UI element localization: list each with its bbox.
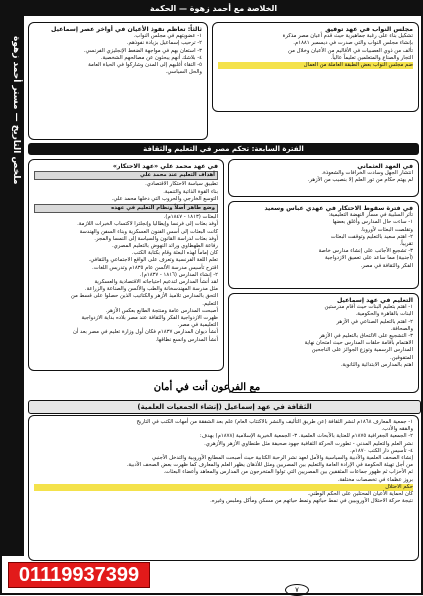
culture-heading-strip: الثقافة في عهد إسماعيل (إنشاء الجمعيات العلمية) bbox=[28, 400, 421, 414]
text-line: ٢- اهتم سعيد بالتعليم وتوقفت البعثات bbox=[330, 233, 413, 240]
text-line: ٢- ترحيب إسماعيل بزيادة نفوذهم. bbox=[126, 40, 202, 47]
box-title: في العهد العثماني bbox=[357, 163, 413, 170]
page-number: ٧ bbox=[285, 584, 309, 596]
text-line: ٢- الجمعية الجغرافية ١٨٧٥م للعناية بالأبحاث العلمية. ٣- الجمعية الخيرية الإسلامية (١٨٧٨م) بهدف: bbox=[199, 433, 413, 440]
text-line: تشكيل بناء على رغبة جماهيرية حيث قدم أعيان مصر مذكرة bbox=[282, 33, 413, 40]
box-education-muhammad-ali bbox=[28, 159, 224, 371]
text-line: كانت البعثات إلى أسس الفنون العسكرية وبناء السفن والهندسة bbox=[79, 228, 218, 235]
side-banner-text: ملخص التاريخ — مستر أحمد زهوة bbox=[11, 36, 21, 185]
text-line: ظهرت الازدواجية الفكر والثقافة عند مصر بلاده بداية الازدواجية bbox=[81, 315, 218, 322]
text-line: ١- ساءت حال المدارس وأغلق بعضها bbox=[332, 219, 413, 226]
text-line: بروز عظماء في تخصصات مختلفة. bbox=[337, 476, 413, 483]
text-line: كان لحماية الأعيان المحتلين على الحكم الوطني. bbox=[307, 491, 413, 498]
text-line: أوفد بعثات إلى فرنسا وإيطاليا وإنجلترا لاكتساب الخبرات اللازمة. bbox=[77, 221, 218, 228]
text-line: والحل السياسي. bbox=[165, 69, 202, 76]
text-line: ٤- بلاشك أنهم يبحثون عن مصالحهم الشخصية. bbox=[100, 54, 202, 61]
text-line: (أجنبية) مما ساعد على تعميق الازدواجية bbox=[324, 255, 413, 262]
text-line: بناء القوة الذاتية والتنمية. bbox=[163, 188, 218, 195]
text-line: تعلم اللغة الفرنسية وتعرف على الواقع الاجتماعي والثقافي. bbox=[88, 257, 218, 264]
text-line: نتيجة حركة الاحتلال الأوروبيين في نمط حياتهم ونمط حياتهم من مسكن ومأكل وملبس وغيره. bbox=[210, 498, 413, 505]
highlighted-line: حكم الاحتلال bbox=[34, 484, 413, 491]
box-title: التعليم في عهد إسماعيل bbox=[337, 297, 413, 304]
text-line: لقد أنشأ المدارس لتدعيم احتياجاته الاقتصادية والعسكرية bbox=[94, 279, 218, 286]
box-title: في عهد محمد علي «عهد الاحتكار» bbox=[112, 163, 218, 170]
text-line: مثل مدرسة المهندسخانة والطب والألسن والصناعة والزراعة. bbox=[84, 286, 218, 293]
text-line: كان إماماً لهذه البعثة وقام بكتابة الكتب. bbox=[131, 250, 218, 257]
box-ottoman-era bbox=[228, 159, 419, 197]
text-line: انتشار الجهل وسادت الخرافات والشعوذة. bbox=[321, 170, 413, 177]
text-line: وتقلصت البعثات لأوروبا. bbox=[360, 226, 413, 233]
box-parliament-tawfiq bbox=[212, 22, 419, 112]
box-notables-influence bbox=[28, 22, 208, 140]
text-line: أوفد بعثات لدراسة القانون والسياسة إلى النمسا والمجر. bbox=[94, 235, 218, 242]
text-line: ٣- التشجيع على الالتحاق بالتعليم في الأزهر bbox=[319, 333, 413, 340]
text-line: الاهتمام بأقامة حلقات المدارس حيث امتحان نهاية bbox=[304, 340, 413, 347]
text-line: أنشأ ديوان المدارس ١٨٣٧م فكان أول وزارة تعليم في مصر بعد أن bbox=[73, 329, 218, 336]
text-line: اقترح تأسيس مدرسة الألسن عام ١٨٣٥م وتدريس اللغات. bbox=[92, 264, 218, 271]
text-line: ٣- تشجيع الأجانب على إنشاء مدارس خاصة bbox=[318, 248, 413, 255]
text-line: التجار والصناع والمتعلمين تعليماً عالياً. bbox=[330, 54, 413, 61]
section-heading-strip: الفترة السابعة: تحكم مصر في التعليم والثقافة bbox=[28, 143, 419, 155]
text-line: والفقه والأدب. bbox=[381, 426, 413, 433]
text-line: تأثر السلبية في مسار النهضة التعليمية: bbox=[328, 212, 413, 219]
phone-number: 01119937399 bbox=[8, 562, 150, 588]
side-banner bbox=[2, 16, 24, 556]
sub-heading: أهداف التعليم عند محمد علي bbox=[34, 171, 218, 180]
box-title: ثالثاً: تعاظم نفوذ الأعيان في أواخر عصر إسماعيل bbox=[51, 26, 202, 33]
text-line: ٥- التقاء أغلبهم إلى المدن وشاركوا في الحياة العامة bbox=[88, 62, 202, 69]
text-line: ١- اهتم بتعليم البنات حيث أقام مدرستين bbox=[324, 304, 413, 311]
text-line: من أجل تهيئة الحكومة في الإرادة العامة والتعليم بين المصريين ومثل للأذهان يظهر العلم والمعارف كما ظهرت بعض الصحف الأدبية. bbox=[126, 462, 413, 469]
text-line: اهتم بالمدارس الابتدائية والثانوية. bbox=[340, 361, 413, 368]
box-title: في فترة سقوط الاحتكار في عهدي عباس وسعيد bbox=[264, 205, 413, 212]
text-line: الفكر والثقافة في مصر. bbox=[360, 262, 413, 269]
text-line: التعليمية في مصر. bbox=[177, 322, 218, 329]
top-banner: الخلاصة مع أحمد زهوة — الحكمة bbox=[2, 2, 423, 16]
text-line: المتفوقين. bbox=[389, 354, 413, 361]
box-title: مجلس النواب في عهد توفيق bbox=[325, 26, 413, 33]
box-ismail-culture bbox=[28, 415, 419, 561]
text-line: أنشأ المدارس وانسع نطاقها. bbox=[155, 336, 218, 343]
text-line: التحق بالمدارس تلاميذ الأزهر والكتاتيب الذين حصلوا على قسط من bbox=[70, 293, 218, 300]
text-line: تألف من ذوي العصبيات في الأقاليم من الأعيان وخلال من bbox=[288, 47, 413, 54]
text-line: التعليم. bbox=[202, 300, 218, 307]
slogan: مع الفرعون أنت في أمان bbox=[153, 382, 261, 393]
text-line: ٣- استعان بهم في مواجهة الضغط الإنجليزي الفرنسي. bbox=[83, 47, 202, 54]
text-line: ٤- تأسيس دار الكتب ١٨٧٠م. bbox=[350, 447, 413, 454]
sub-heading: وضع طاهر أصلاً ونظام التعليم في عهده bbox=[34, 204, 218, 213]
text-line: تطبيق سياسة الاحتكار الاقتصادي. bbox=[145, 181, 218, 188]
text-line: ١- جمعية المعارف ١٨٦٨م لنشر الثقافة (عن طريق التأليف والنشر بالاكتتاب العام) علم بعد الشفقة من أمهات الكتب في التاريخ bbox=[136, 419, 413, 425]
text-line: المدارس الرسمية وتوزع الجوائز على الناجحين bbox=[311, 347, 413, 354]
text-line: ٢- إنشاء المدارس (١٨١٦ - ١٨٣٧م). bbox=[139, 271, 218, 278]
text-line: تقريباً. bbox=[399, 241, 413, 248]
text-line: ثم الأحزاب ثم ظهور جماعات المثقفين بين المصريين التي تولوا المتخرجون من المدارس والمعاهد وأعضاء البعثات. bbox=[163, 469, 413, 476]
text-line: ٢- اهتم بالتعليم الصناعي في الأزهر bbox=[336, 318, 413, 325]
text-line: إنشاء الصحف العلمية والأدبية والسياسية والأمل لعهد نشر الرحبة الكتابية حيث أصبحت المطابع الأوروبية والتدخل الأجنبي bbox=[152, 455, 413, 462]
highlighted-line: ضم مجلس النواب بعض الطبقة العاملة من العمال bbox=[218, 62, 413, 69]
text-line: أصبحت المدارس عامة ومنتجة الطابع بعكس الأزهر. bbox=[105, 307, 218, 314]
text-line: البنات بالقاهرة والحكومية. bbox=[355, 311, 413, 318]
text-line: لم يهتم حكام من تور العلم إلا بنصيب من الأزهر. bbox=[307, 177, 413, 184]
text-line: ١- عضويتهم في مجلس النواب. bbox=[133, 33, 202, 40]
text-line: رفاعة الطهطاوي ورائد النهوض بالتعليم المصري. bbox=[112, 243, 218, 250]
text-line: والصحافة. bbox=[390, 325, 413, 332]
text-line: بإنشاء مجلس النواب والتي صدرت في ديسمبر ١٨٨١م. bbox=[293, 40, 413, 47]
text-line: نشر العلم والتعليم المدني - تطورت الحركة الثقافية جهود صحيفة مثل طنطاوي الأزهر والأزهري. bbox=[204, 440, 413, 447]
text-line: البعثات (١٨١٣ - ١٨٤٧م). bbox=[163, 214, 218, 221]
text-line: التوسع الخارجي والحروب التي دخلها محمد علي. bbox=[111, 195, 218, 202]
box-abbas-said bbox=[228, 201, 419, 289]
